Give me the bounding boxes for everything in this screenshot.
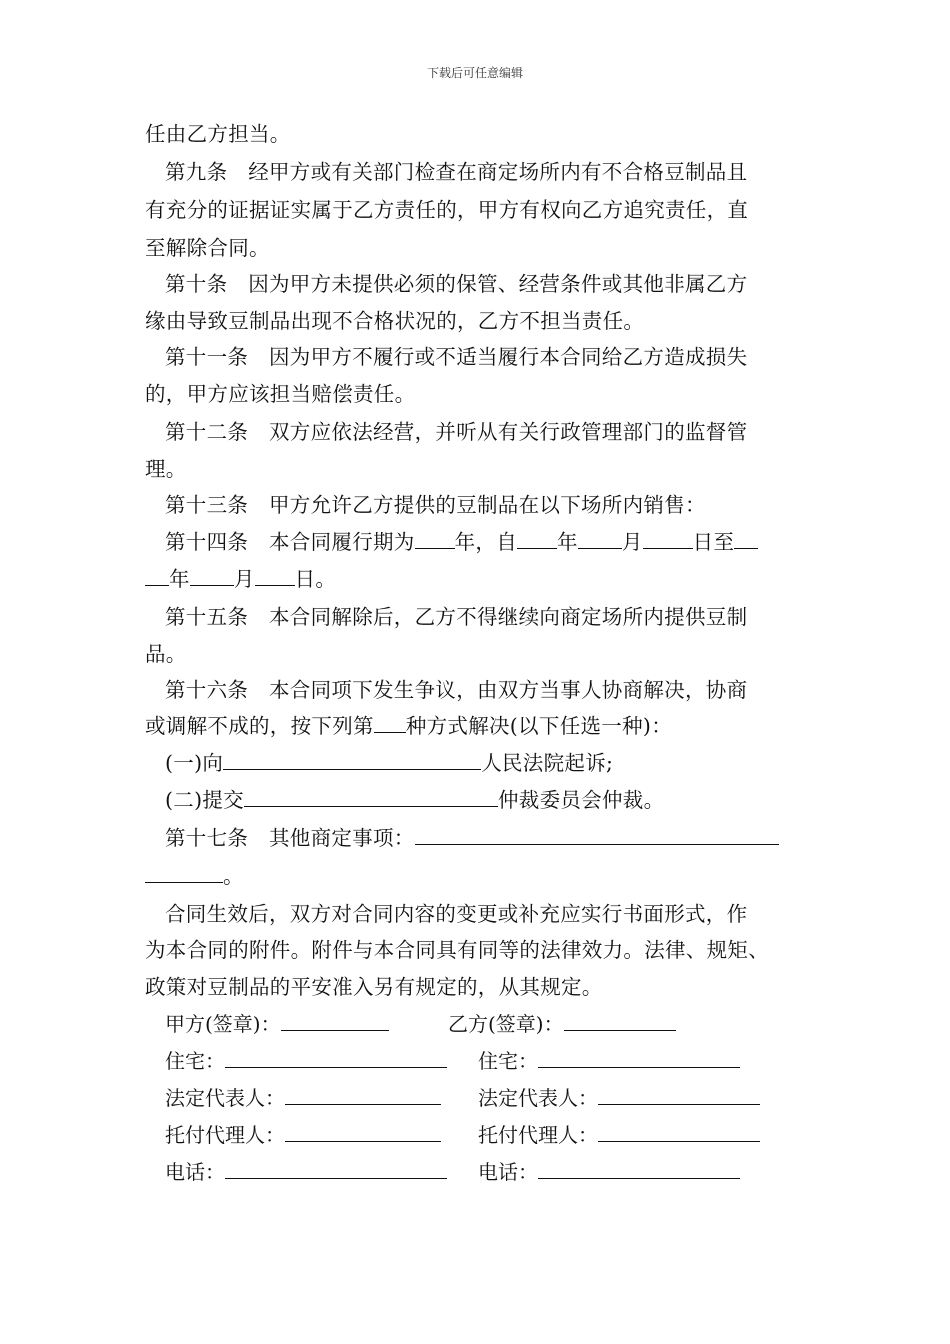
blank-field[interactable] <box>415 530 455 549</box>
page-header: 下载后可任意编辑 <box>426 66 523 80</box>
article-16: 第十六条 本合同项下发生争议，由双方当事人协商解决，协商 <box>165 678 748 702</box>
agent-field[interactable] <box>285 1123 441 1142</box>
party-a-agent: 托付代理人： <box>165 1123 441 1147</box>
blank-field[interactable] <box>517 530 557 549</box>
address-field[interactable] <box>538 1049 740 1068</box>
text-line: 年 月 日。 <box>145 567 336 591</box>
legal-rep-field[interactable] <box>285 1086 441 1105</box>
blank-field[interactable] <box>578 530 622 549</box>
blank-field[interactable] <box>145 567 169 586</box>
party-b-signature: 乙方(签章)： <box>448 1012 676 1036</box>
blank-field[interactable] <box>244 788 498 807</box>
text-line: 政策对豆制品的平安准入另有规定的，从其规定。 <box>145 975 603 999</box>
party-a-phone: 电话： <box>165 1160 447 1184</box>
blank-field[interactable] <box>374 714 406 733</box>
text-line: 至解除合同。 <box>145 236 270 260</box>
signature-field[interactable] <box>281 1012 389 1031</box>
party-a-address: 住宅： <box>165 1049 447 1073</box>
blank-field[interactable] <box>255 567 295 586</box>
article-9: 第九条 经甲方或有关部门检查在商定场所内有不合格豆制品且 <box>165 160 748 184</box>
phone-field[interactable] <box>225 1160 447 1179</box>
blank-field[interactable] <box>145 864 223 883</box>
article-17: 第十七条 其他商定事项： <box>165 826 779 850</box>
signature-field[interactable] <box>564 1012 676 1031</box>
article-11: 第十一条 因为甲方不履行或不适当履行本合同给乙方造成损失 <box>165 345 748 369</box>
party-b-address: 住宅： <box>478 1049 740 1073</box>
party-a-legal-rep: 法定代表人： <box>165 1086 441 1110</box>
article-12: 第十二条 双方应依法经营，并听从有关行政管理部门的监督管 <box>165 420 748 444</box>
text-line: 的，甲方应该担当赔偿责任。 <box>145 382 416 406</box>
text-line: 或调解不成的，按下列第 种方式解决(以下任选一种)： <box>145 714 673 738</box>
article-10: 第十条 因为甲方未提供必须的保管、经营条件或其他非属乙方 <box>165 272 748 296</box>
option-arbitration: (二)提交 仲裁委员会仲裁。 <box>165 788 665 812</box>
text-line: 缘由导致豆制品出现不合格状况的，乙方不担当责任。 <box>145 309 645 333</box>
option-court: (一)向 人民法院起诉; <box>165 751 614 775</box>
article-13: 第十三条 甲方允许乙方提供的豆制品在以下场所内销售： <box>165 493 706 517</box>
article-14: 第十四条 本合同履行期为 年，自 年 月 日至 <box>165 530 758 554</box>
party-b-phone: 电话： <box>478 1160 740 1184</box>
address-field[interactable] <box>225 1049 447 1068</box>
legal-rep-field[interactable] <box>598 1086 760 1105</box>
text-line: 有充分的证据证实属于乙方责任的，甲方有权向乙方追究责任，直 <box>145 198 749 222</box>
phone-field[interactable] <box>538 1160 740 1179</box>
blank-field[interactable] <box>415 826 779 845</box>
blank-field[interactable] <box>190 567 234 586</box>
blank-field[interactable] <box>734 530 758 549</box>
agent-field[interactable] <box>598 1123 760 1142</box>
party-b-agent: 托付代理人： <box>478 1123 760 1147</box>
text-line: 为本合同的附件。附件与本合同具有同等的法律效力。法律、规矩、 <box>145 938 769 962</box>
party-b-legal-rep: 法定代表人： <box>478 1086 760 1110</box>
blank-field[interactable] <box>223 751 481 770</box>
article-15: 第十五条 本合同解除后，乙方不得继续向商定场所内提供豆制 <box>165 605 748 629</box>
party-a-signature: 甲方(签章)： <box>165 1012 389 1036</box>
text-line: 。 <box>145 864 244 888</box>
text-line: 理。 <box>145 457 187 481</box>
text-line: 品。 <box>145 642 187 666</box>
blank-field[interactable] <box>643 530 693 549</box>
closing-paragraph: 合同生效后，双方对合同内容的变更或补充应实行书面形式，作 <box>165 902 748 926</box>
text-line: 任由乙方担当。 <box>145 122 291 146</box>
